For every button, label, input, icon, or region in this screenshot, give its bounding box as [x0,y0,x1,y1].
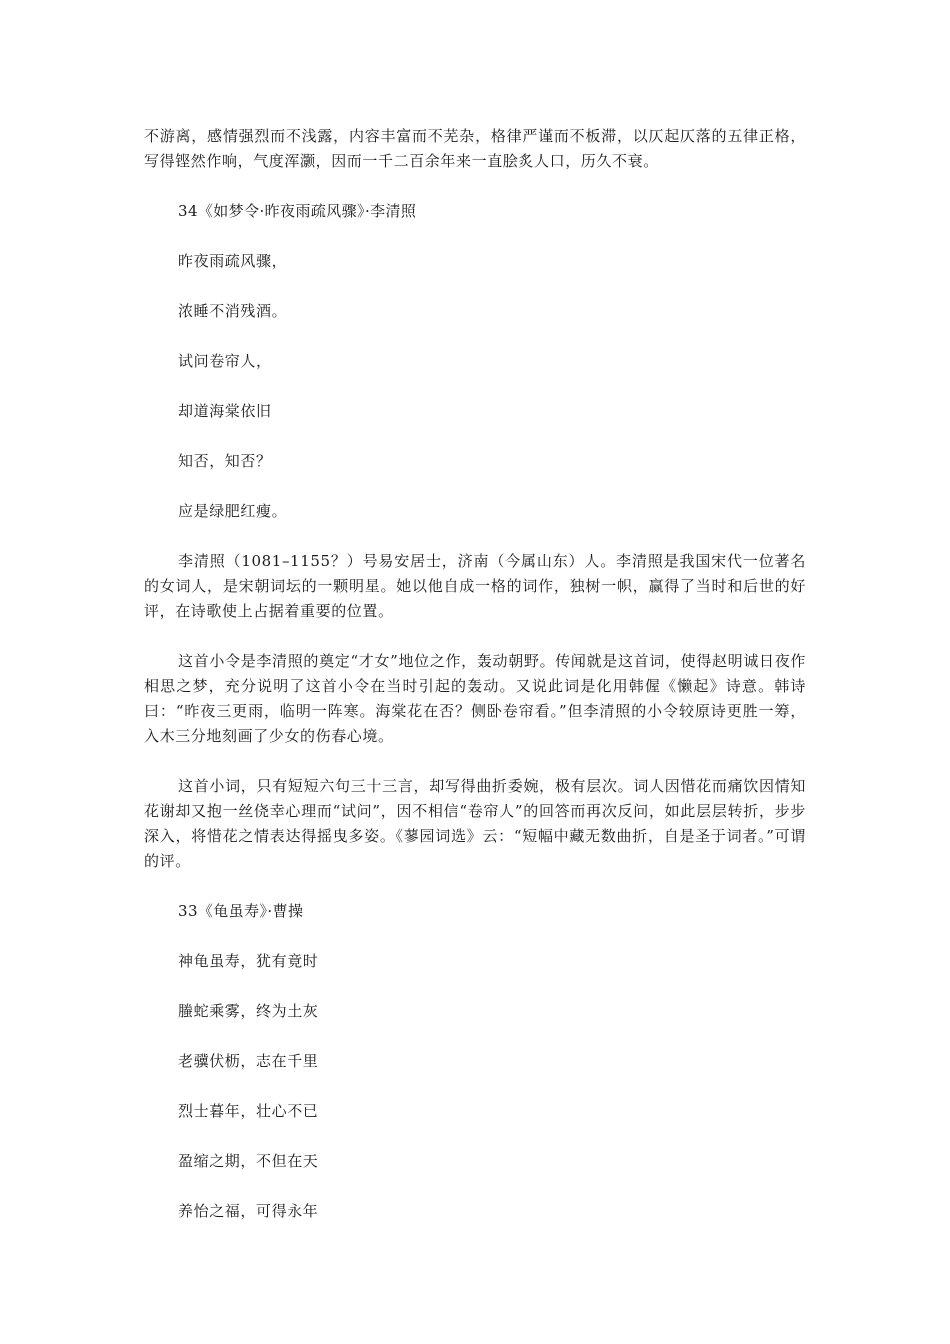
poem-34-commentary-2: 这首小令是李清照的奠定“才女”地位之作，轰动朝野。传闻就是这首词，使得赵明诚日夜作相思之梦，充分说明了这首小令在当时引起的轰动。又说此词是化用韩偓《懒起》诗意。韩诗曰：“昨夜三更雨，临明一阵寒。海棠花在否？侧卧卷帘看。”但李清照的小令较原诗更胜一筹，入木三分地刻画了少女的伤春心境。 [144,652,806,745]
poem-33-line-2: 螣蛇乘雾，终为土灰 [178,1002,319,1020]
poem-33-line-4: 烈士暮年，壮心不已 [178,1102,319,1120]
poem-34-commentary-1: 李清照（1081–1155？）号易安居士，济南（今属山东）人。李清照是我国宋代一位著名的女词人，是宋朝词坛的一颗明星。她以他自成一格的词作，独树一帜，赢得了当时和后世的好评，在诗歌使上占据着重要的位置。 [144,552,806,620]
poem-33-title: 33《龟虽寿》·曹操 [178,902,304,920]
intro-paragraph: 不游离，感情强烈而不浅露，内容丰富而不芜杂，格律严谨而不板滞，以仄起仄落的五律正格，写得铿然作响，气度浑灏，因而一千二百余年来一直脍炙人口，历久不衰。 [144,127,806,170]
poem-34-line-1: 昨夜雨疏风骤， [178,252,288,270]
poem-34-line-2: 浓睡不消残酒。 [178,302,288,320]
poem-33-line-6: 养怡之福，可得永年 [178,1202,319,1220]
poem-34-line-4: 却道海棠依旧 [178,402,272,420]
poem-33-line-5: 盈缩之期，不但在天 [178,1152,319,1170]
poem-34-commentary-3: 这首小词，只有短短六句三十三言，却写得曲折委婉，极有层次。词人因惜花而痛饮因情知花谢却又抱一丝侥幸心理而“试问”，因不相信“卷帘人”的回答而再次反问，如此层层转折，步步深入，将惜花之情表达得摇曳多姿。《蓼园词选》云：“短幅中藏无数曲折，自是圣于词者。”可谓的评。 [144,777,806,870]
poem-34-title: 34《如梦令·昨夜雨疏风骤》·李清照 [178,202,417,220]
poem-34-line-5: 知否，知否？ [178,452,272,470]
poem-33-line-1: 神龟虽寿，犹有竟时 [178,952,319,970]
poem-33-line-3: 老骥伏枥，志在千里 [178,1052,319,1070]
poem-34-line-6: 应是绿肥红瘦。 [178,502,288,520]
document-body [144,124,806,1249]
poem-34-line-3: 试问卷帘人， [178,352,272,370]
